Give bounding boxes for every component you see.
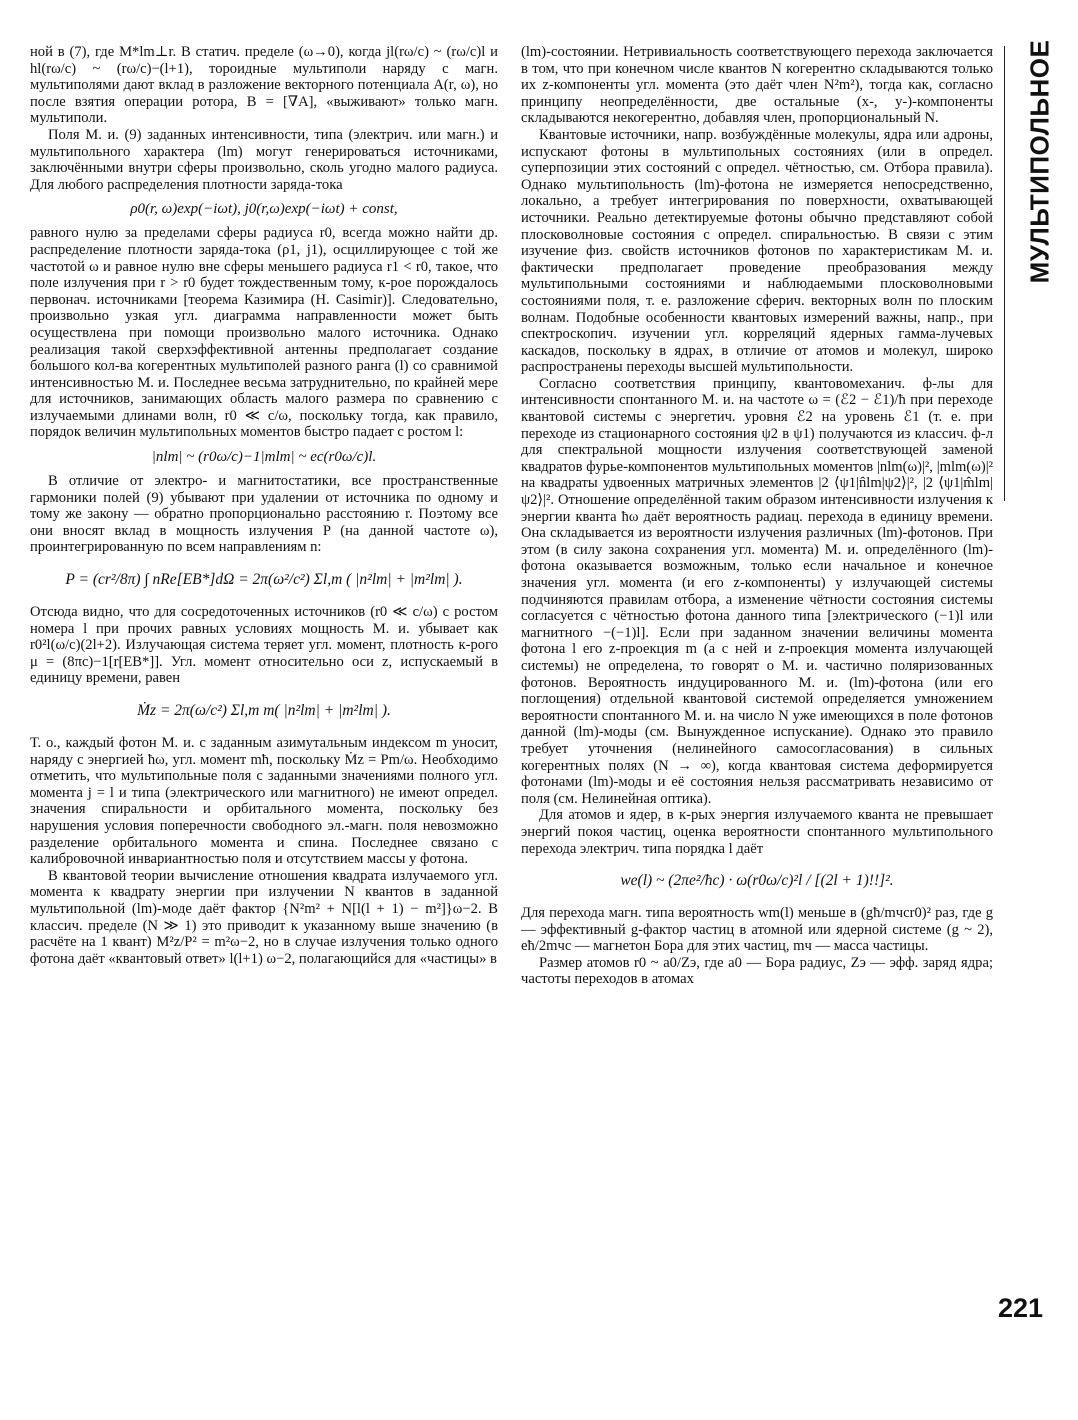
paragraph: Для атомов и ядер, в к-рых энергия излучаемого кванта не превышает энергий покоя частиц, оценка вероятности спонтанного мультипольного перехода электрич. типа порядка l даёт [521, 807, 993, 857]
formula-angular-momentum: Ṁz = 2π(ω/c²) Σl,m m( |n²lm| + |m²lm| ). [137, 702, 391, 719]
formula-transition-probability: we(l) ~ (2πe²/ħc) · ω(r0ω/c)²l / [(2l + 1)!!]². [620, 872, 894, 890]
paragraph: Поля М. и. (9) заданных интенсивности, типа (электрич. или магн.) и мультипольного характера (lm) могут генерироваться источниками, заключёнными внутри сферы произвольно, сколь угодно малого радиуса. Для любого распределения плотности заряда-тока [30, 126, 498, 193]
right-column [521, 44, 993, 988]
paragraph: Т. о., каждый фотон М. и. с заданным азимутальным индексом m уносит, наряду с энергией ħω, угл. момент mħ, поскольку Ṁz = Pm/ω. Необходимо отметить, что мультипольные поля с заданными значениями полного угл. момента j = l и типа (электрического или магнитного) не имеют определ. значения спиральности и орбитального момента, поскольку без нарушения условия поперечности свободного эл.-магн. поля невозможно разделение орбитального момента и спина. Последнее связано с калибровочной инвариантностью поля и отсутствием массы у фотона. [30, 735, 498, 868]
formula-charge-current: ρ0(r, ω)exp(−iωt), j0(r,ω)exp(−iωt) + const, [130, 201, 398, 218]
left-column [30, 44, 498, 967]
paragraph: Согласно соответствия принципу, квантовомеханич. ф-лы для интенсивности спонтанного М. и. на частоте ω = (ℰ2 − ℰ1)/ħ при переходе квантовой системы с энергетич. уровня ℰ2 на уровень ℰ1 (т. е. при переходе из стационарного состояния ψ2 в ψ1) получаются из классич. ф-л для спектральной мощности излучения соответствующей заменой квадратов фурье-компонентов мультипольных моментов |nlm(ω)|², |mlm(ω)|² на квадраты удвоенных матричных элементов |2 ⟨ψ1|n̂lm|ψ2⟩|², |2 ⟨ψ1|m̂lm|ψ2⟩|². Отношение определённой таким образом интенсивности излучения к энергии кванта ħω даёт вероятность радиац. перехода в единицу времени. Она складывается из вероятности излучения различных (lm)-фотонов. При этом (в силу закона сохранения угл. момента) М. и. определённого (lm)-фотона оказывается возможным, только если начальное и конечное значения угл. момента (и его z-компоненты) у излучающей системы подчиняются правилам отбора, а изменение чётности состояния системы согласуется с чётностью фотона данного типа [электрического (−1)l или магнитного −(−1)l]. Если при заданном значении величины момента фотона l его z-проекция m (а с ней и z-проекция момента излучающей системы) не определена, то говорят о М. и. частично поляризованных фотонов. Вероятность индуцированного М. и. (lm)-фотона (или его поглощения) отдельной квантовой системой определяется умножением вероятности спонтанного М. и. на число N уже имеющихся в поле фотонов данной (lm)-моды (см. Вынужденное испускание). Однако это правило требует уточнения (нелинейного самосогласования) в сильных когерентных полях (N → ∞), когда квантовая система деформируется фотонами (lm)-моды и её состояния нельзя рассматривать независимо от поля (см. Нелинейная оптика). [521, 375, 993, 807]
paragraph: Размер атомов r0 ~ a0/Zэ, где a0 — Бора радиус, Zэ — эфф. заряд ядра; частоты переходов в атомах [521, 954, 993, 988]
paragraph: равного нулю за пределами сферы радиуса r0, всегда можно найти др. распределение плотности заряда-тока (ρ1, j1), осциллирующее с той же частотой ω и равное нулю вне сферы меньшего радиуса r1 < r0, такое, что поле излучения при r > r0 будет тождественным тому, к-рое порождалось первонач. источниками [теорема Казимира (H. Casimir)]. Следовательно, произвольно узкая угл. диаграмма направленности может быть осуществлена при помощи произвольно малого источника. Однако реализация такой сверхэффективной антенны предполагает создание большого кол-ва когерентных мультиполей разного ранга (l) со сравнимой интенсивностью М. и. Последнее весьма затруднительно, по крайней мере для источников, занимающих область малого размера по сравнению с излучаемыми длинами волн, r0 ≪ c/ω, поскольку тогда, как правило, порядок величин мультипольных моментов быстро падает с ростом l: [30, 225, 498, 441]
paragraph: ной в (7), где M*lm⊥r. В статич. пределе (ω→0), когда jl(rω/c) ~ (rω/c)l и hl(rω/c) ~ (rω/c)−(l+1), тороидные мультиполи наряду с магн. мультиполями дают вклад в разложение векторного потенциала A(r, ω), но после взятия операции ротора, B = [∇A], «выживают» только магн. мультиполи. [30, 44, 498, 127]
running-title [1008, 39, 1072, 283]
running-title-text: МУЛЬТИПОЛЬНОЕ [1024, 39, 1055, 283]
formula-multipole-moments: |nlm| ~ (r0ω/c)−1|mlm| ~ ec(r0ω/c)l. [151, 449, 377, 466]
paragraph: Для перехода магн. типа вероятность wm(l) меньше в (għ/mчcr0)² раз, где g — эффективный g-фактор частиц в атомной или ядерной системе (g ~ 2), eħ/2mчc — магнетон Бора для этих частиц, mч — масса частицы. [521, 905, 993, 955]
margin-divider [1004, 46, 1005, 501]
paragraph: Отсюда видно, что для сосредоточенных источников (r0 ≪ c/ω) с ростом номера l при прочих равных условиях мощность М. и. убывает как r0²l(ω/c)(2l+2). Излучающая система теряет угл. момент, плотность к-рого μ = (8πc)−1[r[EB*]]. Угл. момент относительно оси z, испускаемый в единицу времени, равен [30, 604, 498, 687]
paragraph: Квантовые источники, напр. возбуждённые молекулы, ядра или адроны, испускают фотоны в мультипольных состояниях (или в определ. суперпозиции этих состояний с определ. чётностью, см. Отбора правила). Однако мультипольность (lm)-фотона не измеряется непосредственно, локально, а требует интегрирования по поверхности, охватывающей источники. Реально детектируемые фотоны обычно представляют собой плосковолновые состояния с определ. спиральностью. В связи с этим изучение физ. свойств источников фотонов по характеристикам М. и. фактически предполагает проведение преобразования между мультипольными состояниями и наблюдаемыми плосковолновыми состояниями поля, т. е. разложение сферич. векторных волн по плоским волнам. Подобные особенности квантовых измерений важны, напр., при спектроскопич. изучении угл. корреляций ядерных гамма-лучевых каскадов, поскольку в ядрах, в отличие от атомов и молекул, широко распространены переходы высшей мультипольности. [521, 126, 993, 376]
formula-radiated-power: P = (cr²/8π) ∫ nRe[EB*]dΩ = 2π(ω²/c²) Σl,m ( |n²lm| + |m²lm| ). [65, 571, 463, 589]
page-number: 221 [998, 1293, 1044, 1323]
paragraph: В отличие от электро- и магнитостатики, все пространственные гармоники полей (9) убывают при удалении от источника по одному и тому же закону — обратно пропорционально расстоянию r. Поэтому все они вносят вклад в мощность излучения P (на данной частоте ω), проинтегрированную по всем направлениям n: [30, 473, 498, 556]
paragraph: (lm)-состоянии. Нетривиальность соответствующего перехода заключается в том, что при конечном числе квантов N когерентно складываются только их z-компоненты угл. момента (это даёт член N²m²), тогда как, согласно принципу неопределённости, две остальные (x-, y-)-компоненты складываются некогерентно, добавляя член, пропорциональный N. [521, 44, 993, 127]
paragraph: В квантовой теории вычисление отношения квадрата излучаемого угл. момента к квадрату энергии при излучении N квантов в заданной мультипольной (lm)-моде даёт фактор {N²m² + N[l(l + 1) − m²]}ω−2. В классич. пределе (N ≫ 1) это приводит к указанному выше значению (в расчёте на 1 квант) M²z/P² = m²ω−2, но в случае излучения только одного фотона даёт «квантовый ответ» l(l+1) ω−2, полагающийся для «частицы» в [30, 867, 498, 967]
